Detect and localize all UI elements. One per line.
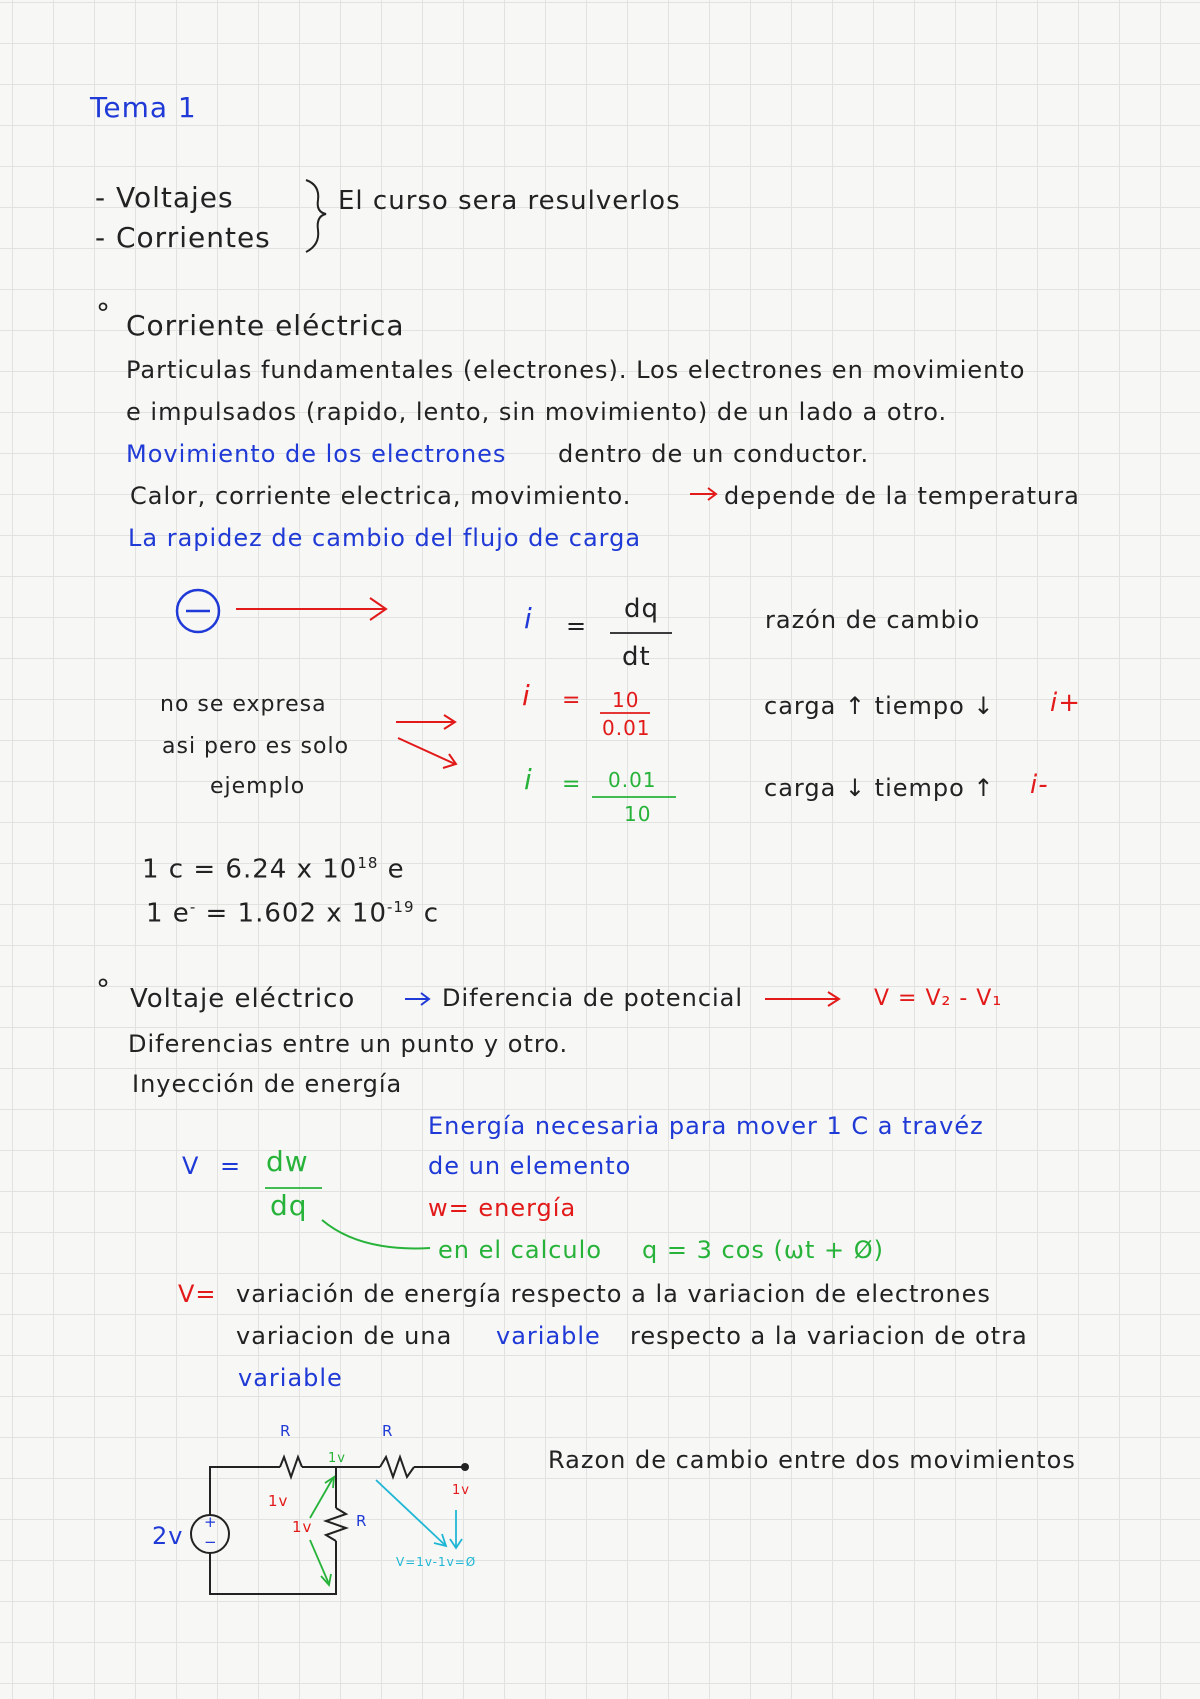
arrow-right-icon [690, 488, 716, 500]
text-line-highlight: La rapidez de cambio del flujo de carga [128, 524, 642, 552]
current-symbol: i [524, 763, 533, 796]
formula-numerator: dw [266, 1145, 309, 1178]
green-arrow-icon [310, 1477, 334, 1585]
example-note-line: asi pero es solo [162, 734, 350, 759]
example-denominator: 0.01 [602, 716, 651, 740]
text-line: Particulas fundamentales (electrones). Los electrones en movimiento [126, 356, 1026, 384]
resistor-label: R [280, 1422, 292, 1440]
arrow-right-icon [405, 993, 429, 1005]
formula-label: razón de cambio [765, 606, 981, 634]
formula-denominator: dq [270, 1189, 308, 1222]
arrow-right-icon [765, 992, 839, 1006]
arrow-right-icon [396, 715, 455, 729]
cyan-arrow-icon [376, 1480, 462, 1548]
section-heading-corriente: Corriente eléctrica [126, 309, 405, 342]
formula-numerator: dq [624, 594, 660, 624]
voltage-label: 1v [268, 1492, 289, 1510]
variation-line: respecto a la variacion de otra [630, 1322, 1028, 1350]
calc-formula: q = 3 cos (ωt + Ø) [642, 1236, 885, 1264]
example-note-line: no se expresa [160, 692, 327, 717]
example-label: carga ↓ tiempo ↑ [764, 774, 995, 802]
variation-line: variación de energía respecto a la variacion de electrones [236, 1280, 991, 1308]
arrow-down-right-icon [398, 738, 456, 768]
text-line: dentro de un conductor. [558, 440, 870, 468]
resistor-label: R [356, 1512, 368, 1530]
charge-relation-2: 1 e- = 1.602 x $10^{-19}$ c [146, 898, 440, 929]
example-denominator: 10 [624, 802, 652, 826]
voltage-label: 1v [452, 1483, 470, 1498]
circuit-caption: Razon de cambio entre dos movimientos [548, 1446, 1076, 1474]
section-heading-voltaje: Voltaje eléctrico [130, 984, 356, 1014]
variation-label: V= [178, 1280, 217, 1308]
current-symbol: i [522, 679, 531, 712]
voltage-equation: V=1v-1v=Ø [396, 1555, 477, 1569]
variation-line-highlight: variable [238, 1364, 343, 1392]
page-title: Tema 1 [90, 91, 197, 124]
node-voltage: 1v [328, 1451, 346, 1466]
equals-sign: = [562, 772, 582, 797]
source-voltage: 2v [152, 1522, 184, 1550]
bullet: ° [96, 297, 111, 330]
text-line: Inyección de energía [132, 1070, 403, 1098]
source-plus: + [204, 1513, 218, 1531]
variation-line-highlight: variable [496, 1322, 601, 1350]
example-label: carga ↑ tiempo ↓ [764, 692, 995, 720]
intro-item-corrientes: - Corrientes [95, 221, 271, 254]
electron-icon [177, 590, 219, 632]
example-numerator: 10 [612, 688, 640, 712]
variation-line: variacion de una [236, 1322, 453, 1350]
current-symbol: i [524, 602, 533, 635]
example-note-line: ejemplo [210, 774, 306, 799]
equals-sign: = [220, 1152, 242, 1180]
intro-item-voltajes: - Voltajes [95, 181, 234, 214]
equals-sign: = [562, 688, 582, 713]
resistor-label: R [382, 1422, 394, 1440]
example-result: i- [1030, 770, 1049, 800]
text-line: e impulsados (rapido, lento, sin movimiento) de un lado a otro. [126, 398, 948, 426]
intro-note: El curso sera resulverlos [338, 186, 681, 216]
connector-curve [322, 1220, 430, 1248]
text-line: Diferencias entre un punto y otro. [128, 1030, 569, 1058]
energy-definition: de un elemento [428, 1152, 632, 1180]
source-minus: − [204, 1533, 218, 1551]
terminal-dot [461, 1463, 469, 1471]
calc-note: en el calculo [438, 1236, 602, 1264]
energy-definition: Energía necesaria para mover 1 C a travéz [428, 1112, 984, 1140]
example-result: i+ [1050, 688, 1082, 718]
bullet: ° [96, 973, 111, 1006]
charge-relation-1: 1 c = 6.24 x $10^{18}$ e [142, 854, 405, 885]
example-numerator: 0.01 [608, 768, 657, 792]
w-definition: w= energía [428, 1194, 577, 1222]
text-line: depende de la temperatura [724, 482, 1080, 510]
diff-potencial: Diferencia de potencial [442, 984, 744, 1012]
text-line-highlight: Movimiento de los electrones [126, 440, 507, 468]
voltage-label: 1v [292, 1518, 313, 1536]
text-line: Calor, corriente electrica, movimiento. [130, 482, 632, 510]
brace [306, 180, 326, 252]
voltage-symbol: V [182, 1152, 200, 1180]
voltage-formula: V = V₂ - V₁ [874, 986, 1003, 1011]
movement-arrow-icon [236, 598, 386, 620]
formula-denominator: dt [622, 642, 651, 672]
equals-sign: = [566, 612, 588, 640]
